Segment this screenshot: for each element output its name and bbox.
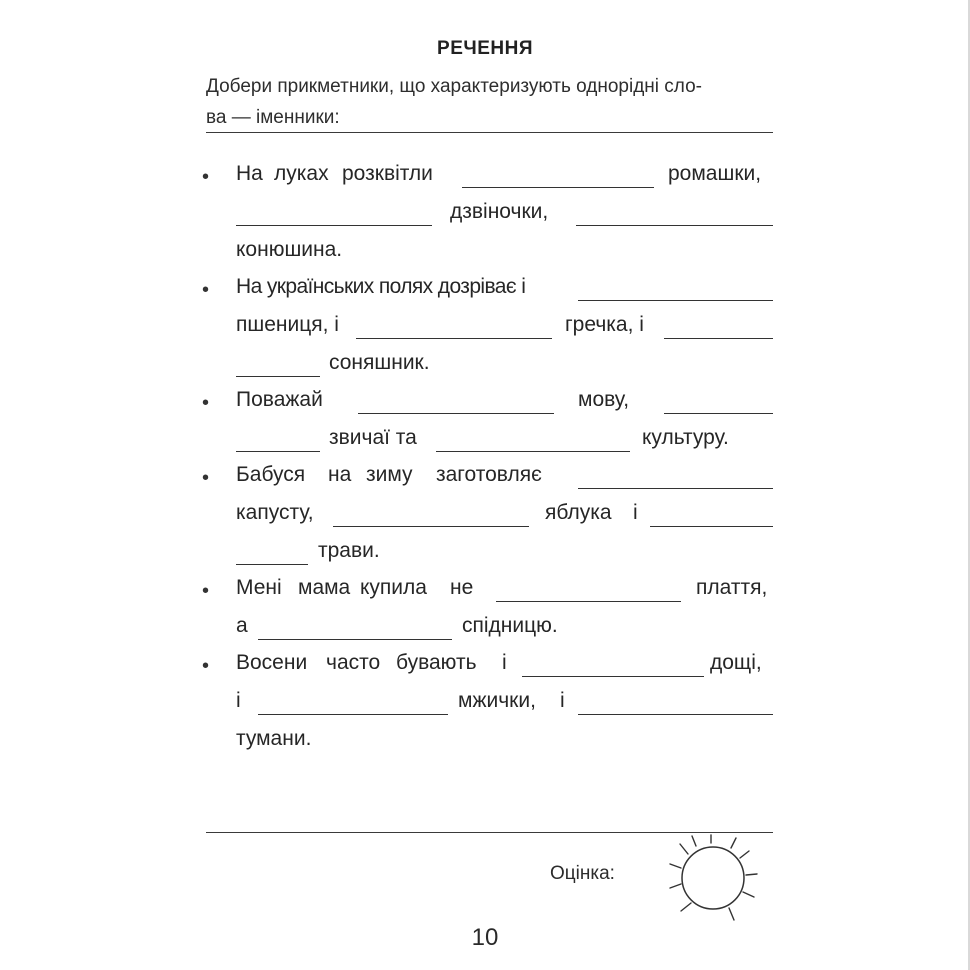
- word: яблука: [545, 501, 612, 524]
- word: мжички,: [458, 689, 536, 712]
- bullet: •: [202, 392, 210, 414]
- word: трави.: [318, 539, 380, 562]
- sentence-4-line-2: [236, 501, 773, 531]
- word: Бабуся: [236, 463, 306, 486]
- grade-label: Оцінка:: [550, 863, 615, 884]
- word: соняшник.: [329, 351, 430, 374]
- answer-blank[interactable]: [522, 676, 704, 677]
- answer-blank[interactable]: [358, 413, 554, 414]
- word: культуру.: [642, 426, 729, 449]
- answer-blank[interactable]: [496, 601, 681, 602]
- word: плаття,: [696, 576, 768, 599]
- answer-blank[interactable]: [578, 488, 773, 489]
- answer-blank[interactable]: [236, 225, 432, 226]
- word: дзвіночки,: [450, 200, 549, 223]
- sentence-4-line-3: [236, 539, 773, 569]
- word: Поважай: [236, 388, 323, 411]
- sentence-3-line-1: [236, 388, 773, 418]
- bullet: •: [202, 580, 210, 602]
- bullet: •: [202, 166, 210, 188]
- word: зиму: [366, 463, 413, 486]
- answer-blank[interactable]: [578, 300, 773, 301]
- answer-blank[interactable]: [356, 338, 552, 339]
- word: тумани.: [236, 727, 312, 750]
- sun-icon: [662, 834, 774, 926]
- word: і: [502, 651, 507, 674]
- answer-blank[interactable]: [650, 526, 773, 527]
- word: і: [633, 501, 638, 524]
- sentence-6-line-1: [236, 651, 773, 681]
- word: Восени: [236, 651, 308, 674]
- word: пшениця, і: [236, 313, 339, 336]
- word: звичаї та: [329, 426, 417, 449]
- sentence-2-line-2: [236, 313, 773, 343]
- word: гречка, і: [565, 313, 644, 336]
- answer-blank[interactable]: [576, 225, 773, 226]
- answer-blank[interactable]: [236, 376, 320, 377]
- word: луках: [274, 162, 329, 185]
- word: На українських полях дозріває і: [236, 275, 526, 298]
- word: бувають: [396, 651, 477, 674]
- sentence-1-line-3: [236, 238, 773, 268]
- sentence-5-line-2: [236, 614, 773, 644]
- page-number: 10: [471, 924, 499, 951]
- word: конюшина.: [236, 238, 343, 261]
- page-title: РЕЧЕННЯ: [437, 38, 533, 59]
- sentence-3-line-2: [236, 426, 773, 456]
- word: розквітли: [342, 162, 433, 185]
- word: мову,: [578, 388, 630, 411]
- sentence-6-line-3: [236, 727, 773, 757]
- word: мама: [298, 576, 351, 599]
- word: не: [450, 576, 474, 599]
- instruction-underline: [206, 132, 773, 133]
- word: купила: [360, 576, 427, 599]
- word: Мені: [236, 576, 282, 599]
- word: на: [328, 463, 352, 486]
- answer-blank[interactable]: [258, 639, 452, 640]
- sentence-2-line-3: [236, 351, 773, 381]
- answer-blank[interactable]: [462, 187, 654, 188]
- answer-blank[interactable]: [333, 526, 529, 527]
- bullet: •: [202, 467, 210, 489]
- word: часто: [326, 651, 381, 674]
- sentence-6-line-2: [236, 689, 773, 719]
- word: заготовляє: [436, 463, 542, 486]
- word: ромашки,: [668, 162, 762, 185]
- word: а: [236, 614, 248, 637]
- instruction-line-1: Добери прикметники, що характеризують однорідні сло-: [206, 76, 702, 97]
- instruction-line-2: ва — іменники:: [206, 107, 340, 128]
- word: дощі,: [710, 651, 762, 674]
- sentence-2-line-1: [236, 275, 773, 305]
- word: спідницю.: [462, 614, 558, 637]
- answer-blank[interactable]: [664, 413, 773, 414]
- sentence-5-line-1: [236, 576, 773, 606]
- answer-blank[interactable]: [236, 564, 308, 565]
- word: капусту,: [236, 501, 314, 524]
- word: і: [236, 689, 241, 712]
- answer-blank[interactable]: [578, 714, 773, 715]
- answer-blank[interactable]: [236, 451, 320, 452]
- bullet: •: [202, 655, 210, 677]
- word: На: [236, 162, 263, 185]
- footer-rule: [206, 832, 773, 833]
- word: і: [560, 689, 565, 712]
- sentence-1-line-1: [236, 162, 773, 192]
- answer-blank[interactable]: [436, 451, 630, 452]
- answer-blank[interactable]: [664, 338, 773, 339]
- sentence-4-line-1: [236, 463, 773, 493]
- bullet: •: [202, 279, 210, 301]
- answer-blank[interactable]: [258, 714, 448, 715]
- sentence-1-line-2: [236, 200, 773, 230]
